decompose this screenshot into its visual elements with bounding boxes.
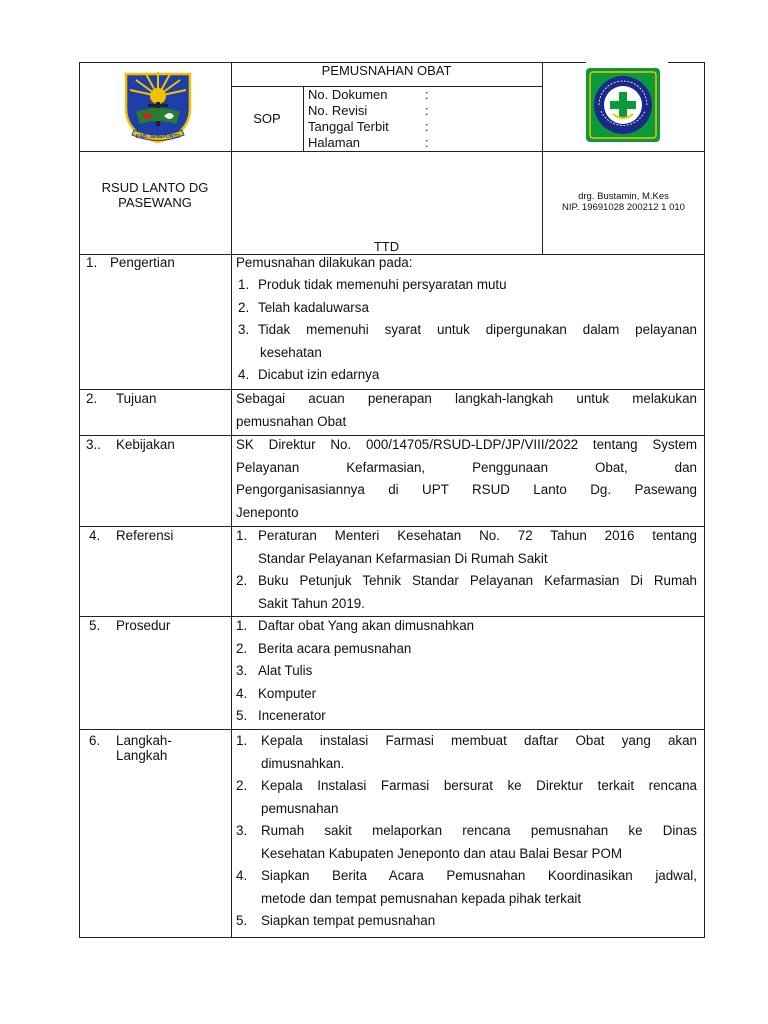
paragraph-line: Jeneponto: [236, 504, 299, 520]
item-line: Daftar obat Yang akan dimusnahkan: [258, 618, 475, 633]
signature-label: TTD: [373, 239, 400, 254]
item-line: Komputer: [258, 685, 317, 701]
item-number: 2.: [238, 299, 250, 315]
section-label: Pengertian: [110, 255, 175, 270]
hospital-logo: [582, 64, 664, 146]
paragraph-line: Pengorganisasiannya di UPT RSUD Lanto Dg. Pasewang: [236, 482, 697, 497]
hospital-name-line1: RSUD LANTO DG: [101, 180, 209, 195]
document-title: PEMUSNAHAN OBAT: [321, 63, 452, 78]
item-number: 1.: [236, 733, 248, 748]
signatory-nip: NIP. 19691028 200212 1 010: [562, 202, 685, 213]
section-number: 1.: [86, 255, 98, 270]
item-line: Telah kadaluwarsa: [258, 299, 369, 315]
section-label: Tujuan: [116, 391, 157, 406]
item-line: Sakit Tahun 2019.: [258, 595, 365, 611]
meta-label: Halaman: [308, 135, 361, 150]
section-number: 5.: [89, 618, 101, 633]
list-item: [236, 820, 697, 865]
item-number: 2.: [236, 778, 248, 793]
list-item: [236, 865, 697, 910]
meta-divider: [303, 86, 304, 151]
item-line: Standar Pelayanan Kefarmasian Di Rumah Sakit: [258, 550, 548, 566]
item-number: 1.: [238, 277, 250, 292]
item-line: Tidak memenuhi syarat untuk dipergunakan dalam pelayanan: [258, 322, 697, 337]
item-number: 5.: [236, 913, 248, 928]
meta-separator: :: [425, 87, 429, 102]
sop-label: SOP: [253, 111, 281, 126]
body-column-divider: [231, 254, 232, 938]
item-number: 1.: [236, 528, 248, 543]
header-divider-left: [231, 62, 232, 254]
header-row-divider: [79, 151, 705, 152]
item-line: dimusnahkan.: [261, 755, 345, 771]
item-line: Dicabut izin edarnya: [258, 367, 380, 382]
list-item: [236, 775, 697, 820]
item-number: 1.: [236, 618, 248, 633]
item-number: 5.: [236, 708, 248, 723]
section-label: Langkah-: [116, 733, 172, 748]
header-divider-right: [542, 62, 543, 254]
meta-label: No. Dokumen: [308, 87, 388, 102]
paragraph-line: SK Direktur No. 000/14705/RSUD-LDP/JP/VIII/2022 tentang System: [236, 437, 697, 452]
list-item: [238, 297, 697, 320]
item-line: Kesehatan Kabupaten Jeneponto dan atau Balai Besar POM: [261, 845, 623, 861]
section-label: Kebijakan: [116, 437, 175, 452]
item-line: Rumah sakit melaporkan rencana pemusnahan ke Dinas: [261, 823, 697, 838]
item-line: Siapkan tempat pemusnahan: [261, 913, 436, 928]
item-line: Alat Tulis: [258, 663, 313, 678]
meta-label: Tanggal Terbit: [308, 119, 389, 134]
section-label: Referensi: [116, 528, 174, 543]
section-label-line2: Langkah: [116, 748, 168, 763]
section-number: 6.: [89, 733, 101, 748]
meta-separator: :: [425, 103, 429, 118]
item-number: 3.: [236, 663, 248, 678]
signatory-name: drg. Bustamin, M.Kes: [578, 191, 669, 202]
item-line: Kepala instalasi Farmasi membuat daftar Obat yang akan: [261, 733, 697, 748]
section-paragraph: [236, 434, 697, 524]
list-item: [236, 615, 697, 638]
item-line: Produk tidak memenuhi persyaratan mutu: [258, 277, 507, 292]
paragraph-line: Pelayanan Kefarmasian, Penggunaan Obat, dan: [236, 459, 697, 475]
list-item: [236, 683, 697, 706]
item-number: 3.: [238, 322, 250, 337]
definition-list: [238, 274, 697, 387]
item-number: 3.: [236, 823, 248, 838]
steps-list: [236, 730, 697, 933]
hospital-name-line2: PASEWANG: [118, 195, 192, 210]
list-item: [236, 730, 697, 775]
item-number: 2.: [236, 640, 248, 656]
section-number: 2.: [86, 391, 98, 406]
item-line: Kepala Instalasi Farmasi bersurat ke Direktur terkait rencana: [261, 778, 697, 793]
jeneponto-regency-logo: [118, 64, 198, 146]
item-number: 4.: [236, 868, 248, 883]
list-item: [238, 319, 697, 364]
list-item: [236, 910, 697, 933]
section-intro: Pemusnahan dilakukan pada:: [236, 255, 413, 270]
left-logo-caption: KAB. JENEPONTO: [135, 134, 181, 140]
paragraph-line: pemusnahan Obat: [236, 413, 347, 429]
item-number: 4.: [236, 685, 248, 701]
meta-separator: :: [425, 119, 429, 134]
section-paragraph: [236, 388, 697, 433]
reference-list: [236, 525, 697, 615]
paragraph-line: Sebagai acuan penerapan langkah-langkah untuk melakukan: [236, 391, 697, 406]
section-number: 3..: [86, 437, 101, 452]
list-item: [236, 660, 697, 683]
list-item: [236, 638, 697, 661]
section-label: Prosedur: [116, 618, 171, 633]
item-line: Incenerator: [258, 708, 326, 723]
list-item: [238, 274, 697, 297]
item-line: metode dan tempat pemusnahan kepada pihak terkait: [261, 890, 582, 906]
procedure-list: [236, 615, 697, 728]
item-line: pemusnahan: [261, 800, 339, 816]
meta-separator: :: [425, 135, 429, 150]
item-line: Peraturan Menteri Kesehatan No. 72 Tahun 2016 tentang: [258, 528, 697, 543]
list-item: [236, 705, 697, 728]
item-line: Berita acara pemusnahan: [258, 640, 412, 656]
meta-label: No. Revisi: [308, 103, 368, 118]
item-number: 2.: [236, 573, 248, 588]
item-line: Siapkan Berita Acara Pemusnahan Koordinasikan jadwal,: [261, 868, 697, 883]
item-number: 4.: [238, 367, 250, 382]
section-number: 4.: [89, 528, 101, 543]
item-line: kesehatan: [260, 344, 322, 360]
list-item: [236, 525, 697, 570]
list-item: [236, 570, 697, 615]
list-item: [238, 364, 697, 387]
item-line: Buku Petunjuk Tehnik Standar Pelayanan Kefarmasian Di Rumah: [258, 573, 697, 588]
